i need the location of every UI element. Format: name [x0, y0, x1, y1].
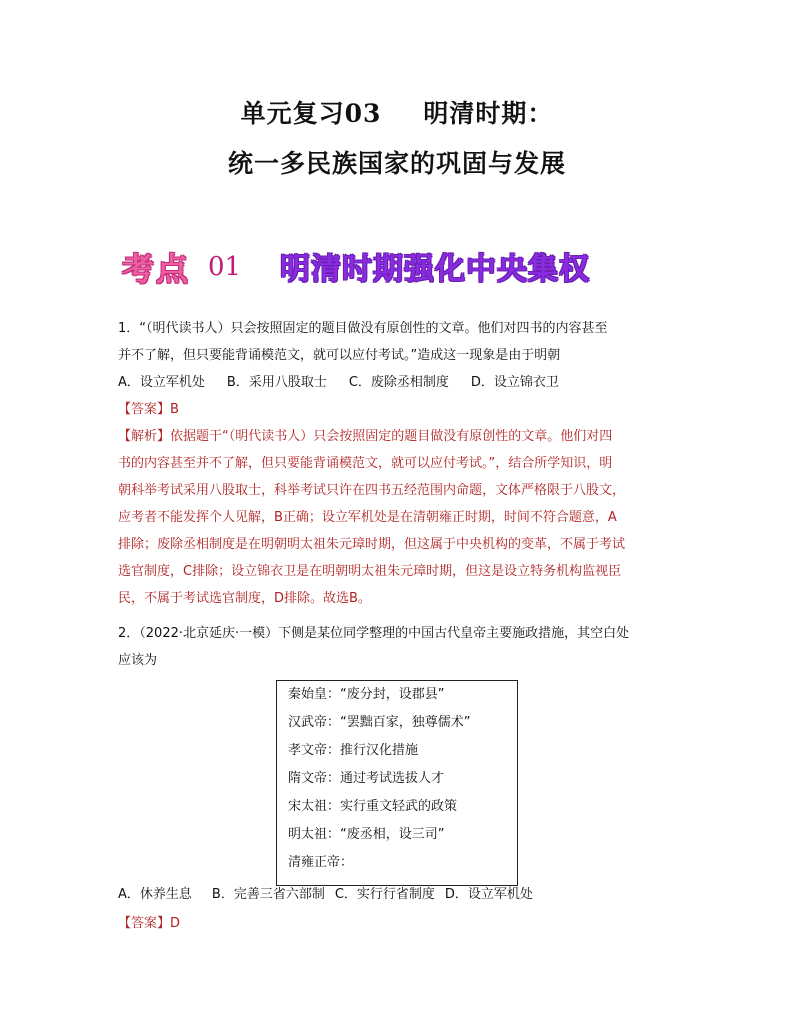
q1-analysis-line2: 书的内容甚至并不了解，但只要能背诵模范文，就可以应付考试。”，结合所学知识，明	[118, 456, 613, 471]
q1-answer: 【答案】B	[118, 402, 179, 417]
q1-analysis-line1: 【解析】依据题干“（明代读书人）只会按照固定的题目做没有原创性的文章。他们对四	[118, 429, 613, 444]
q1-analysis-line5: 排除；废除丞相制度是在明朝明太祖朱元璋时期，但这属于中央机构的变革，不属于考试	[118, 537, 626, 552]
kaodian-label: 考点	[122, 250, 191, 288]
q1-option-c: C．废除丞相制度	[348, 375, 449, 390]
table-row: 隋文帝：通过考试选拔人才	[288, 771, 445, 786]
q1-analysis-line3: 朝科举考试采用八股取士，科举考试只许在四书五经范围内命题，文体严格限于八股文，	[118, 483, 626, 498]
q2-answer: 【答案】D	[118, 916, 181, 931]
q1-analysis-line4: 应考者不能发挥个人见解，B正确；设立军机处是在清朝雍正时期，时间不符合题意，A	[118, 510, 617, 525]
title-unit: 单元复习03	[240, 99, 382, 128]
kaodian-title: 明清时期强化中央集权	[280, 252, 590, 287]
q2-option-a: A．休养生息	[118, 887, 192, 902]
table-row: 清雍正帝：	[288, 855, 354, 870]
table-row: 秦始皇：“废分封，设郡县”	[288, 687, 445, 702]
table-row: 明太祖：“废丞相，设三司”	[288, 827, 445, 842]
q2-option-d: D．设立军机处	[444, 887, 533, 902]
q2-option-b: B．完善三省六部制	[211, 887, 325, 902]
q1-option-d: D．设立锦衣卫	[470, 375, 559, 390]
q2-emperor-table	[276, 680, 518, 886]
q2-stem-line2: 应该为	[118, 653, 158, 668]
q1-stem-line1: 1．“（明代读书人）只会按照固定的题目做没有原创性的文章。他们对四书的内容甚至	[118, 321, 608, 336]
table-row: 宋太祖：实行重文轻武的政策	[288, 799, 458, 814]
q1-analysis-line6: 选官制度，C排除；设立锦衣卫是在明朝明太祖朱元璋时期，但这是设立特务机构监视臣	[118, 564, 622, 579]
q2-stem-line1: 2．（2022·北京延庆·一模）下侧是某位同学整理的中国古代皇帝主要施政措施，其空白处	[118, 626, 630, 641]
table-row: 孝文帝：推行汉化措施	[288, 743, 419, 758]
q2-option-c: C．实行行省制度	[334, 887, 435, 902]
q1-stem-line2: 并不了解，但只要能背诵模范文，就可以应付考试。”造成这一现象是由于明朝	[118, 348, 561, 363]
q2-options	[118, 887, 555, 903]
document-title-line2: 统一多民族国家的巩固与发展	[227, 149, 566, 178]
q1-option-a: A．设立军机处	[118, 375, 205, 390]
q1-option-b: B．采用八股取士	[226, 375, 327, 390]
q1-analysis-line7: 民，不属于考试选官制度，D排除。故选B。	[118, 591, 371, 606]
document-title-line1	[0, 94, 794, 130]
q1-options	[118, 375, 581, 391]
title-period: 明清时期：	[423, 99, 554, 128]
kaodian-number: 01	[208, 252, 242, 282]
table-row: 汉武帝：“罢黜百家，独尊儒术”	[288, 715, 471, 730]
